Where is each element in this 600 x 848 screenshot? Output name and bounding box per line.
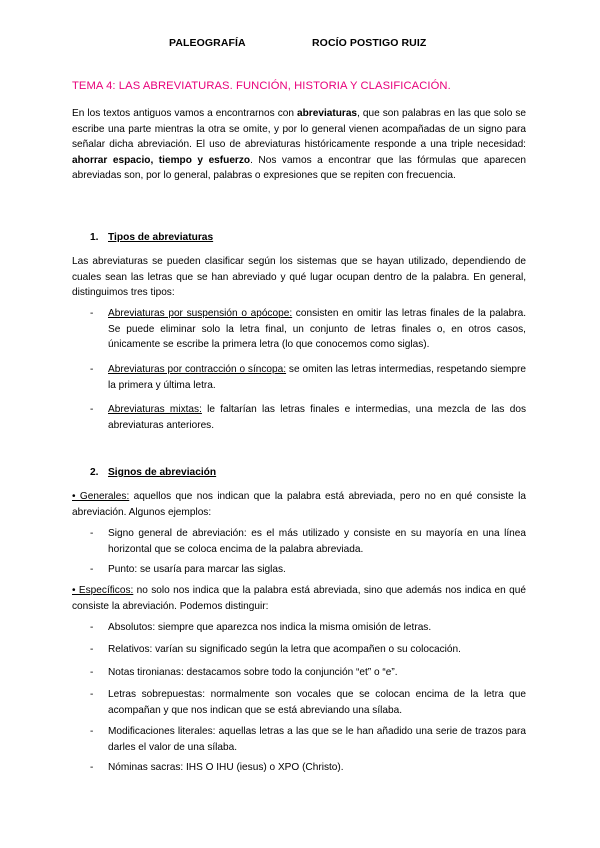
list-item: - Nóminas sacras: IHS O IHU (iesus) o XPO (Christo). <box>90 762 344 773</box>
list-item: - Absolutos: siempre que aparezca nos indica la misma omisión de letras. <box>90 622 432 633</box>
item-label: Abreviaturas por contracción o síncopa: <box>108 364 287 375</box>
list-item: - Abreviaturas mixtas: le faltarían las letras finales e intermedias, una mezcla de las dos abreviaturas anteriores. <box>90 404 526 431</box>
list-item: - Modificaciones literales: aquellas letras a las que se le han añadido una serie de trazos para darles el valor de una sílaba. <box>90 726 526 753</box>
generales-paragraph: • Generales: aquellos que nos indican que la palabra está abreviada, pero no en qué consiste la abreviación. Algunos ejemplos: <box>72 491 526 518</box>
section-1-heading: 1. Tipos de abreviaturas <box>90 232 214 243</box>
section-2-heading: 2. Signos de abreviación <box>90 467 217 478</box>
list-item: - Punto: se usaría para marcar las siglas. <box>90 564 286 575</box>
intro-paragraph: En los textos antiguos vamos a encontrarnos con abreviaturas, que son palabras en las que solo se escribe una parte mientras la otra se omite, y por lo general vienen acompañadas de un signo para señalar dicha abreviación. El uso de abreviaturas históricamente responde a una triple necesidad: ahorrar espacio, tiempo y esfuerzo. Nos vamos a encontrar que las fórmulas que aparecen abreviadas son, por lo general, palabras o expresiones que se repiten con frecuencia. <box>72 108 526 182</box>
header-subject: PALEOGRAFÍA <box>169 37 246 49</box>
list-item: - Abreviaturas por contracción o síncopa: se omiten las letras intermedias, respetando siempre la primera y última letra. <box>90 364 527 391</box>
page-title: TEMA 4: LAS ABREVIATURAS. FUNCIÓN, HISTORIA Y CLASIFICACIÓN. <box>72 80 451 92</box>
header-author: ROCÍO POSTIGO RUIZ <box>312 37 427 49</box>
especificos-label: • Específicos: <box>72 585 134 596</box>
list-item: - Abreviaturas por suspensión o apócope: consisten en omitir las letras finales de la palabra. Se puede eliminar solo la letra final, un conjunto de letras finales o, en otros casos, únicamente se escribe la primera letra (lo que conocemos como siglas). <box>90 308 527 351</box>
especificos-paragraph: • Específicos: no solo nos indica que la palabra está abreviada, sino que además nos indica en qué consiste la abreviación. Podemos distinguir: <box>72 585 526 612</box>
item-label: Abreviaturas por suspensión o apócope: <box>108 308 293 319</box>
section-1-intro: Las abreviaturas se pueden clasificar según los sistemas que se hayan utilizado, dependiendo de cuales sean las letras que se han abreviado y qué lugar ocupan dentro de la palabra. En general, distinguimos tres tipos: <box>72 256 526 299</box>
intro-bold-need: ahorrar espacio, tiempo y esfuerzo <box>72 154 251 166</box>
list-item: - Relativos: varían su significado según la letra que acompañen o su colocación. <box>90 644 461 655</box>
list-item: - Signo general de abreviación: es el más utilizado y consiste en su mayoría en una línea horizontal que se coloca encima de la palabra abreviada. <box>90 528 526 555</box>
generales-label: • Generales: <box>72 491 130 502</box>
item-label: Abreviaturas mixtas: <box>108 404 202 415</box>
list-item: - Letras sobrepuestas: normalmente son vocales que se colocan encima de la letra que acompañan y que nos indican que se está abreviando una sílaba. <box>90 689 526 716</box>
list-item: - Notas tironianas: destacamos sobre todo la conjunción “et” o “e”. <box>90 667 398 678</box>
intro-bold-term: abreviaturas <box>297 108 358 119</box>
